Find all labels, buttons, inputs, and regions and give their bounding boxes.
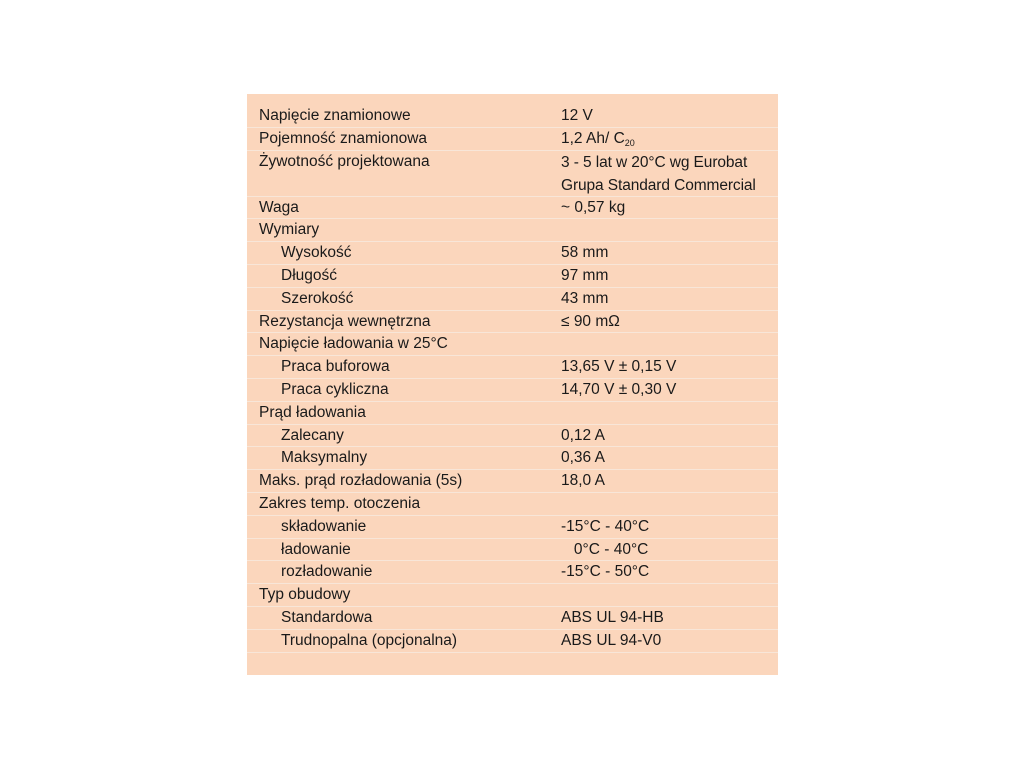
row-value: ABS UL 94-HB	[561, 608, 664, 626]
table-row	[247, 242, 778, 265]
capacity-value: 1,2 Ah/ C	[561, 129, 625, 147]
row-value: 43 mm	[561, 289, 609, 307]
table-row	[247, 219, 778, 242]
row-value: ABS UL 94-V0	[561, 631, 662, 649]
table-row	[247, 425, 778, 448]
row-value	[551, 128, 778, 150]
table-row	[247, 470, 778, 493]
table-row	[247, 630, 778, 653]
row-label: Zakres temp. otoczenia	[259, 494, 421, 512]
row-value: 13,65 V ± 0,15 V	[561, 358, 677, 376]
row-label: Szerokość	[281, 289, 354, 307]
row-value	[551, 402, 778, 424]
row-label: Maks. prąd rozładowania (5s)	[259, 472, 463, 490]
row-value: -15°C - 50°C	[561, 563, 650, 581]
table-row	[247, 333, 778, 356]
row-label: Trudnopalna (opcjonalna)	[281, 631, 458, 649]
row-label: rozładowanie	[281, 563, 373, 581]
capacity-subscript: 20	[624, 137, 635, 148]
lifetime-line-1: 3 - 5 lat w 20°C wg Eurobat	[561, 153, 748, 171]
table-row	[247, 607, 778, 630]
row-value: -15°C - 40°C	[561, 517, 650, 535]
table-row	[247, 447, 778, 470]
row-label: ładowanie	[281, 540, 351, 558]
table-row	[247, 493, 778, 516]
row-label: Wymiary	[259, 221, 320, 239]
row-value: 18,0 A	[561, 472, 605, 490]
row-value: 97 mm	[561, 266, 609, 284]
table-row	[247, 516, 778, 539]
row-value	[551, 493, 778, 515]
table-row	[247, 197, 778, 220]
row-label: Waga	[259, 198, 299, 216]
row-label: Praca cykliczna	[281, 380, 389, 398]
row-value: 0,12 A	[561, 426, 605, 444]
row-value	[551, 151, 778, 196]
spec-table	[247, 94, 778, 675]
row-label: Żywotność projektowana	[259, 152, 430, 170]
table-row	[247, 311, 778, 334]
row-label: Napięcie ładowania w 25°C	[259, 335, 448, 353]
row-value: ≤ 90 mΩ	[561, 312, 620, 330]
row-value	[551, 584, 778, 606]
row-label: Napięcie znamionowe	[259, 107, 411, 124]
table-row	[247, 539, 778, 562]
table-row	[247, 379, 778, 402]
table-row	[247, 151, 778, 197]
table-row	[247, 105, 778, 128]
row-value: ~ 0,57 kg	[561, 198, 626, 216]
row-label: Standardowa	[281, 608, 373, 626]
table-row	[247, 128, 778, 151]
table-row	[247, 356, 778, 379]
row-value: 0°C - 40°C	[561, 540, 649, 558]
row-label: Pojemność znamionowa	[259, 129, 428, 147]
table-row	[247, 561, 778, 584]
row-label: Maksymalny	[281, 449, 368, 467]
row-label: Praca buforowa	[281, 358, 390, 376]
row-value: 0,36 A	[561, 449, 605, 467]
row-value: 12 V	[561, 107, 593, 124]
row-value	[551, 333, 778, 355]
row-label: Zalecany	[281, 426, 344, 444]
row-label: Rezystancja wewnętrzna	[259, 312, 431, 330]
row-label: Wysokość	[281, 244, 352, 262]
table-row	[247, 288, 778, 311]
row-label: Typ obudowy	[259, 586, 351, 604]
table-row	[247, 265, 778, 288]
row-label: Prąd ładowania	[259, 403, 366, 421]
table-row	[247, 402, 778, 425]
row-value: 58 mm	[561, 244, 609, 262]
lifetime-line-2: Grupa Standard Commercial	[561, 176, 756, 194]
table-row	[247, 584, 778, 607]
row-value	[551, 219, 778, 241]
row-label: Długość	[281, 266, 337, 284]
row-label: składowanie	[281, 517, 367, 535]
row-value: 14,70 V ± 0,30 V	[561, 380, 677, 398]
